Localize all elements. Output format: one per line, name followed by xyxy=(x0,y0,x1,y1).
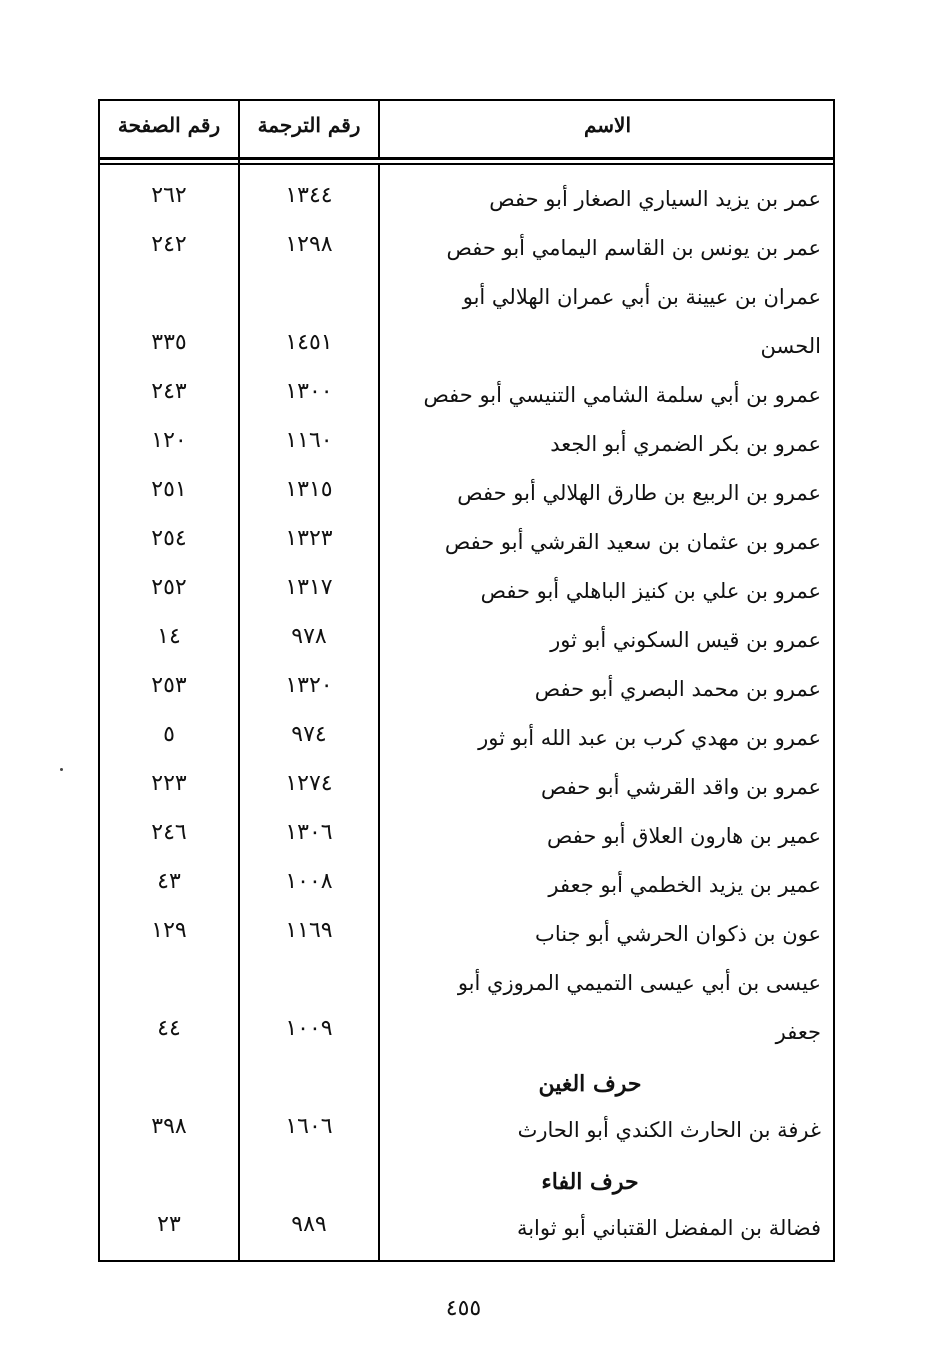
entry-page-number: ٢٥٣ xyxy=(151,673,187,698)
table-row xyxy=(100,961,833,1010)
entry-page-number: ٢٢٣ xyxy=(151,771,187,796)
entry-translation-number: ١١٦٠ xyxy=(285,428,333,453)
table-row xyxy=(100,814,833,863)
column-divider xyxy=(378,101,380,159)
entry-name: عمرو بن أبي سلمة الشامي التنيسي أبو حفص xyxy=(423,383,821,407)
entry-translation-number: ٩٧٨ xyxy=(291,624,327,649)
entry-page-number: ١٢٩ xyxy=(151,918,187,943)
table-row xyxy=(100,275,833,324)
table-row xyxy=(100,765,833,814)
entry-name: غرفة بن الحارث الكندي أبو الحارث xyxy=(517,1118,821,1142)
header-rule xyxy=(100,163,833,165)
table-row xyxy=(100,471,833,520)
table-row xyxy=(100,912,833,961)
entry-translation-number: ١٦٠٦ xyxy=(285,1114,333,1139)
table-row xyxy=(100,863,833,912)
entry-name: عمرو بن قيس السكوني أبو ثور xyxy=(550,628,821,652)
entry-name: عمران بن عيينة بن أبي عمران الهلالي أبو xyxy=(462,285,821,309)
entry-page-number: ٢٥١ xyxy=(151,477,187,502)
entry-name: عيسى بن أبي عيسى التميمي المروزي أبو xyxy=(457,971,821,995)
table-row xyxy=(100,422,833,471)
header-page-number: رقم الصفحة xyxy=(117,113,221,137)
table-row xyxy=(100,667,833,716)
section-heading: حرف الغين xyxy=(538,1071,642,1097)
entry-translation-number: ١٠٠٨ xyxy=(285,869,333,894)
entry-page-number: ٤٣ xyxy=(157,869,181,894)
entry-name: عون بن ذكوان الحرشي أبو جناب xyxy=(535,922,821,946)
entry-page-number: ٤٤ xyxy=(157,1016,181,1041)
entry-page-number: ٥ xyxy=(163,722,175,747)
entry-name: فضالة بن المفضل القتباني أبو ثوابة xyxy=(516,1216,821,1240)
entry-page-number: ٢٥٤ xyxy=(151,526,187,551)
page-number: ٤٥٥ xyxy=(445,1296,482,1321)
section-heading: حرف الفاء xyxy=(541,1169,639,1195)
entry-name: الحسن xyxy=(760,334,821,358)
table-row xyxy=(100,569,833,618)
table-header xyxy=(100,101,833,159)
entry-name: عمير بن يزيد الخطمي أبو جعفر xyxy=(548,873,821,897)
entry-name: عمرو بن عثمان بن سعيد القرشي أبو حفص xyxy=(444,530,821,554)
entry-name: عمير بن هارون العلاق أبو حفص xyxy=(546,824,821,848)
header-name: الاسم xyxy=(583,113,632,137)
entry-name: عمرو بن الربيع بن طارق الهلالي أبو حفص xyxy=(457,481,821,505)
entry-name: جعفر xyxy=(775,1020,821,1044)
entry-name: عمر بن يزيد السياري الصغار أبو حفص xyxy=(489,187,821,211)
entry-translation-number: ١٠٠٩ xyxy=(285,1016,333,1041)
entry-name: عمرو بن علي بن كنيز الباهلي أبو حفص xyxy=(480,579,821,603)
entry-translation-number: ١٣١٥ xyxy=(285,477,333,502)
entry-translation-number: ١٣٠٦ xyxy=(285,820,333,845)
entry-translation-number: ٩٧٤ xyxy=(291,722,327,747)
index-table xyxy=(98,99,835,1262)
entry-page-number: ٢٣ xyxy=(157,1212,181,1237)
entry-translation-number: ١٢٧٤ xyxy=(285,771,333,796)
table-row xyxy=(100,1206,833,1255)
entry-name: عمرو بن واقد القرشي أبو حفص xyxy=(540,775,821,799)
header-translation-number: رقم الترجمة xyxy=(257,113,361,137)
scan-speck xyxy=(60,768,63,771)
entry-translation-number: ١١٦٩ xyxy=(285,918,333,943)
entry-page-number: ٢٤٦ xyxy=(151,820,187,845)
entry-name: عمر بن يونس بن القاسم اليمامي أبو حفص xyxy=(446,236,821,260)
entry-translation-number: ١٢٩٨ xyxy=(285,232,333,257)
header-rule xyxy=(100,157,833,160)
table-row xyxy=(100,1108,833,1157)
table-row xyxy=(100,226,833,275)
entry-page-number: ٢٤٢ xyxy=(151,232,187,257)
table-row xyxy=(100,177,833,226)
entry-page-number: ٢٤٣ xyxy=(151,379,187,404)
entry-page-number: ٢٥٢ xyxy=(151,575,187,600)
entry-translation-number: ١٣٢٣ xyxy=(285,526,333,551)
table-row xyxy=(100,618,833,667)
entry-page-number: ٢٦٢ xyxy=(151,183,187,208)
table-row xyxy=(100,1010,833,1059)
entry-translation-number: ١٣٠٠ xyxy=(285,379,333,404)
entry-name: عمرو بن مهدي كرب بن عبد الله أبو ثور xyxy=(478,726,821,750)
entry-page-number: ١٢٠ xyxy=(151,428,187,453)
entry-name: عمرو بن بكر الضمري أبو الجعد xyxy=(550,432,821,456)
entry-page-number: ١٤ xyxy=(157,624,181,649)
entry-translation-number: ١٣١٧ xyxy=(285,575,333,600)
table-row xyxy=(100,520,833,569)
entry-name: عمرو بن محمد البصري أبو حفص xyxy=(534,677,821,701)
entry-translation-number: ١٤٥١ xyxy=(285,330,333,355)
entry-translation-number: ١٣٤٤ xyxy=(285,183,333,208)
entry-translation-number: ١٣٢٠ xyxy=(285,673,333,698)
entry-page-number: ٣٣٥ xyxy=(151,330,187,355)
table-row xyxy=(100,716,833,765)
table-row xyxy=(100,373,833,422)
table-row xyxy=(100,324,833,373)
entry-translation-number: ٩٨٩ xyxy=(291,1212,327,1237)
entry-page-number: ٣٩٨ xyxy=(151,1114,187,1139)
